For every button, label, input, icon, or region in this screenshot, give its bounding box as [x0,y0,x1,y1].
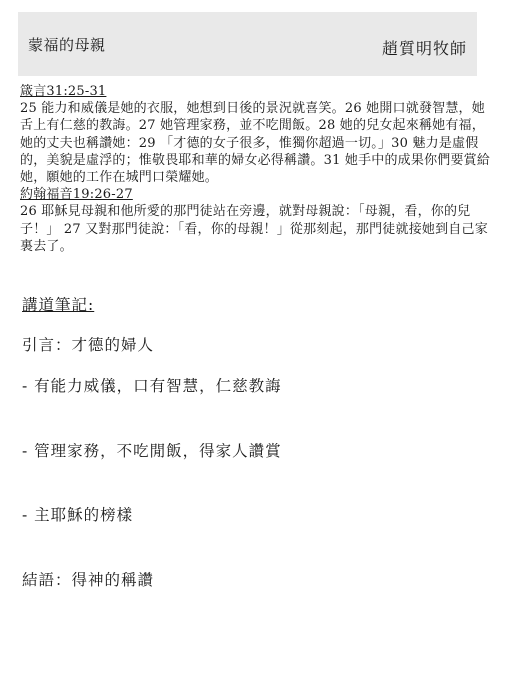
proverbs-passage: 25 能力和威儀是她的衣服，她想到日後的景況就喜笑。26 她開口就發智慧，她舌上有仁慈的教誨。27 她管理家務，並不吃閒飯。28 她的兒女起來稱她有福，她的丈夫也稱讚她：29 「才德的女子很多，惟獨你超過一切。」30 魅力是虛假的，美貌是虛浮的；惟敬畏耶和華的婦女必得稱讚。31 她手中的成果你們要賞給她，願她的工作在城門口榮耀她。 [20,101,491,186]
john-reference: 約翰福音19:26-27 [20,187,133,203]
notes-point-3: - 主耶穌的榜樣 [22,506,134,524]
sermon-notes-heading: 講道筆記: [22,296,95,314]
notes-point-1: - 有能力威儀，口有智慧，仁慈教誨 [22,377,282,395]
preacher-name: 趙質明牧師 [381,39,467,58]
john-passage: 26 耶穌見母親和他所愛的那門徒站在旁邊，就對母親說：「母親，看，你的兒子！」 27 又對那門徒說：「看，你的母親！」從那刻起，那門徒就接她到自己家裏去了。 [20,204,488,254]
scripture-section [20,83,495,255]
notes-point-2: - 管理家務，不吃閒飯，得家人讚賞 [22,442,282,460]
proverbs-reference: 箴言31:25-31 [20,84,107,99]
sermon-title: 蒙福的母親 [28,36,106,54]
notes-introduction: 引言：才德的婦人 [22,336,155,354]
notes-conclusion: 結語：得神的稱讚 [22,571,155,589]
header-bar [18,12,477,76]
